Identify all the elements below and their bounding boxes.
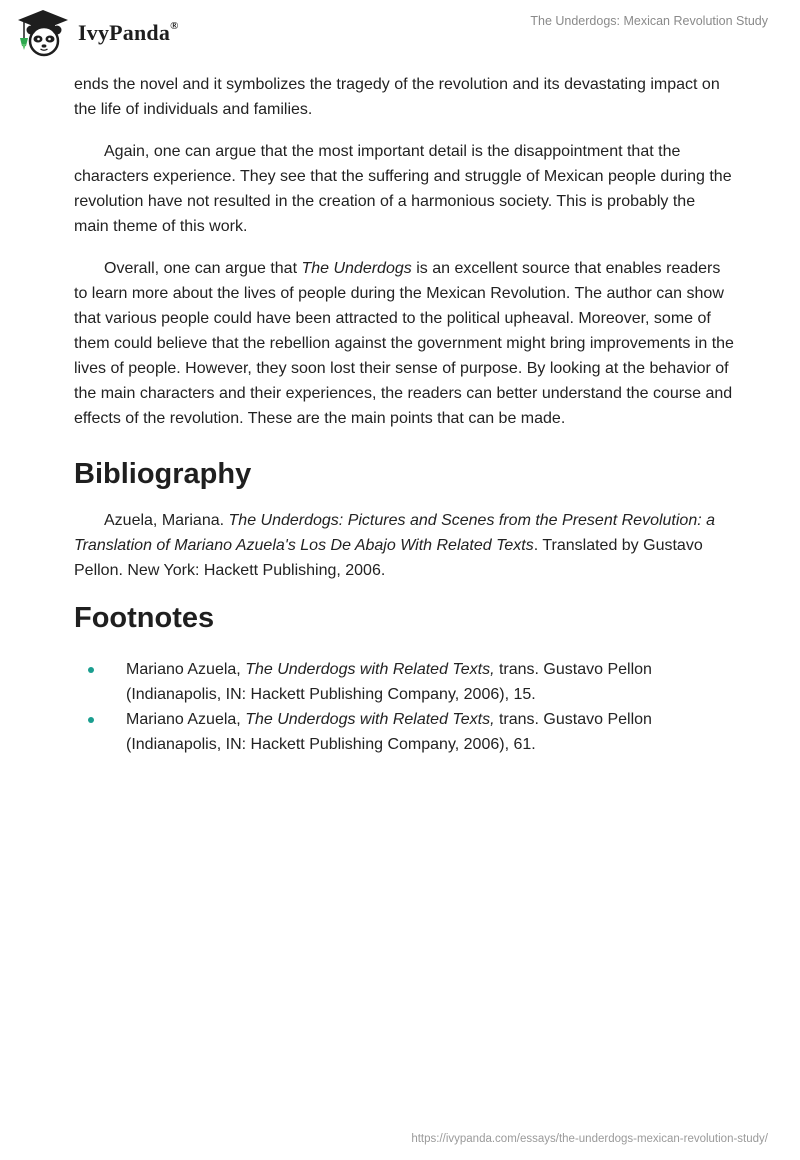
paragraph-3-start: Overall, one can argue that <box>104 260 302 277</box>
footnote-author: Mariano Azuela, <box>126 661 246 678</box>
footnote-publication: trans. Gustavo Pellon (Indianapolis, IN: Hackett Publishing Company, 2006), 15. <box>126 661 652 703</box>
paragraph-3-book-title: The Underdogs <box>301 260 412 277</box>
paragraph-3-rest: is an excellent source that enables readers to learn more about the lives of people during the Mexican Revolution. The author can show that various people could have been attracted to the political upheaval. Moreover, some of them could believe that the rebellion against the government might bring improvements in the lives of people. However, they soon lost their sense of purpose. By looking at the behavior of the main characters and their experiences, the readers can better understand the course and effects of the revolution. These are the main points that can be made. <box>74 260 734 427</box>
brand-logo[interactable] <box>14 8 179 58</box>
bibliography-author: Azuela, Mariana. <box>104 512 229 529</box>
footnotes-heading: Footnotes <box>74 602 215 634</box>
brand-name-text: IvyPanda <box>78 20 171 45</box>
document-title: The Underdogs: Mexican Revolution Study <box>530 14 768 28</box>
paragraph-1: ends the novel and it symbolizes the tragedy of the revolution and its devastating impact on the life of individuals and families. <box>74 76 720 118</box>
panda-graduate-icon <box>14 8 72 58</box>
footnote-author: Mariano Azuela, <box>126 711 246 728</box>
paragraph-3 <box>74 256 734 431</box>
essay-content <box>74 72 734 757</box>
footnote-item <box>74 707 734 757</box>
footnote-title: The Underdogs with Related Texts, <box>245 661 495 678</box>
brand-name <box>78 20 179 46</box>
bibliography-title: The Underdogs: Pictures and Scenes from the Present Revolution: a Translation of Mariano Azuela's Los De Abajo With Related Texts <box>74 512 715 554</box>
bibliography-publication: . Translated by Gustavo Pellon. New York: Hackett Publishing, 2006. <box>74 537 703 579</box>
footnotes-list <box>74 657 734 757</box>
bullet-icon <box>88 717 94 723</box>
page-header <box>0 0 800 70</box>
bullet-icon <box>88 667 94 673</box>
source-url-link[interactable]: https://ivypanda.com/essays/the-underdogs-mexican-revolution-study/ <box>411 1133 768 1145</box>
footnote-item <box>74 657 734 707</box>
footnote-publication: trans. Gustavo Pellon (Indianapolis, IN: Hackett Publishing Company, 2006), 61. <box>126 711 652 753</box>
bibliography-entry <box>74 508 734 583</box>
footnote-title: The Underdogs with Related Texts, <box>245 711 495 728</box>
registered-mark: ® <box>170 19 179 32</box>
bibliography-heading: Bibliography <box>74 458 252 490</box>
paragraph-2: Again, one can argue that the most important detail is the disappointment that the characters experience. They see that the suffering and struggle of Mexican people during the revolution have not resulted in the creation of a harmonious society. This is probably the main theme of this work. <box>74 143 732 235</box>
